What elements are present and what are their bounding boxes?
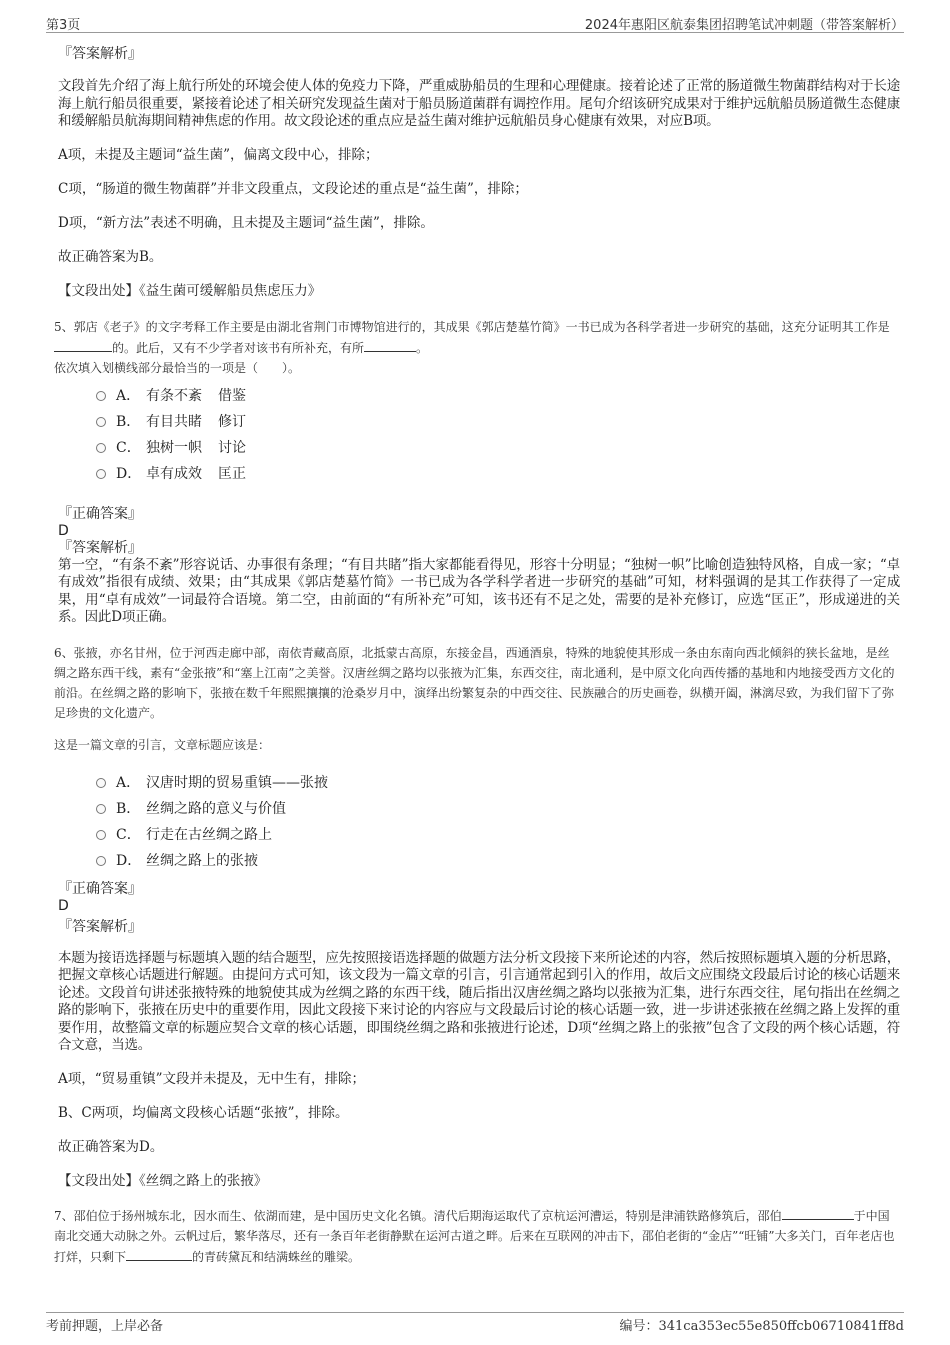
source-citation: 【文段出处】《丝绸之路上的张掖》	[58, 1172, 268, 1189]
answer-conclusion: 故正确答案为D。	[58, 1138, 164, 1155]
page-footer	[46, 1312, 904, 1334]
radio-icon[interactable]	[96, 469, 106, 479]
analysis-option-a: A项，“贸易重镇”文段并未提及，无中生有，排除；	[58, 1070, 366, 1087]
fill-blank-1	[782, 1205, 854, 1220]
document-id: 编号：341ca353ec55e850ffcb06710841ff8d	[619, 1319, 904, 1334]
option-list	[96, 769, 900, 873]
analysis-tag: 『答案解析』	[58, 539, 142, 556]
radio-icon[interactable]	[96, 391, 106, 401]
fill-blank-2	[364, 337, 416, 352]
document-title: 2024年惠阳区航泰集团招聘笔试冲刺题（带答案解析）	[584, 18, 904, 33]
option-d[interactable]: D． 丝绸之路上的张掖	[96, 847, 900, 873]
analysis-option-a: A项，未提及主题词“益生菌”，偏离文段中心，排除；	[58, 146, 379, 163]
question-text: 6、张掖，亦名甘州，位于河西走廊中部，南依青藏高原，北抵蒙古高原，东接金昌，西通酒泉，特殊的地貌使其形成一条由东南向西北倾斜的狭长盆地，是丝绸之路东西干线，素有“金张掖”和“塞上江南”之美誉。汉唐丝绸之路均以张掖为汇集，东西交往，南北通利，是中原文化向西传播的基地和内地接受西方文化的前沿。在丝绸之路的影响下，张掖在数千年熙熙攘攘的沧桑岁月中，演绎出纷繁复杂的中西交往、民族融合的历史画卷，纵横开阖，淋漓尽致，为我们留下了弥足珍贵的文化遗产。	[54, 645, 895, 720]
option-a[interactable]: A． 有条不紊 借鉴	[96, 382, 900, 408]
radio-icon[interactable]	[96, 443, 106, 453]
page-number: 第3页	[46, 18, 81, 33]
question-text: 5、郭店《老子》的文字考释工作主要是由湖北省荆门市博物馆进行的，其成果《郭店楚墓竹简》一书已成为各科学者进一步研究的基础，这充分证明其工作是的。此后，又有不少学者对该书有所补充，有所 。	[54, 319, 890, 355]
option-list	[96, 382, 900, 486]
source-citation: 【文段出处】《益生菌可缓解船员焦虑压力》	[58, 282, 322, 299]
question-text: 7、邵伯位于扬州城东北，因水而生、依湖而建，是中国历史文化名镇。清代后期海运取代了京杭运河漕运，特别是津浦铁路修筑后，邵伯 于中国南北交通大动脉之外。云帆过后，繁华落尽，还有一条百年老街静默在运河古道之畔。后来在互联网的冲击下，邵伯老街的“金店”“旺铺”大多关门，百年老店也打烊，只剩下 的青砖黛瓦和结满蛛丝的雕梁。	[54, 1205, 900, 1267]
question-5	[54, 317, 900, 627]
option-d[interactable]: D． 卓有成效 匡正	[96, 460, 900, 486]
page-header	[46, 12, 904, 33]
correct-answer: D	[58, 522, 69, 539]
question-6	[54, 643, 900, 1191]
analysis-text: 第一空，“有条不紊”形容说话、办事很有条理；“有目共睹”指大家都能看得见，形容十分明显；“独树一帜”比喻创造独特风格，自成一家；“卓有成效”指很有成绩、效果；由“其成果《郭店楚墓竹简》一书已成为各学科学者进一步研究的基础”可知，材料强调的是其工作获得了一定成果，用“卓有成效”一词最符合语境。第二空，由前面的“有所补充”可知，该书还有不足之处，需要的是补充修订，应选“匡正”，形成递进的关系。因此D项正确。	[58, 556, 900, 625]
analysis-tag: 『答案解析』	[58, 918, 142, 935]
radio-icon[interactable]	[96, 830, 106, 840]
analysis-option-bc: B、C两项，均偏离文段核心话题“张掖”，排除。	[58, 1104, 349, 1121]
option-c[interactable]: C． 独树一帜 讨论	[96, 434, 900, 460]
radio-icon[interactable]	[96, 417, 106, 427]
analysis-text: 本题为接语选择题与标题填入题的结合题型，应先按照接语选择题的做题方法分析文段接下来所论述的内容，然后按照标题填入题的分析思路，把握文章核心话题进行解题。由提问方式可知，该文段为一篇文章的引言，引言通常起到引入的作用，故后文应围绕文段最后讨论的核心话题来论述。文段首句讲述张掖特殊的地貌使其成为丝绸之路的东西干线，随后指出汉唐丝绸之路均以张掖为汇集，进行东西交往，尾句指出在丝绸之路的影响下，张掖在历史中的重要作用，因此文段接下来讨论的内容应与文段最后讨论的核心话题一致，进一步讲述张掖在丝绸之路上发挥的重要作用，故整篇文章的标题应契合文章的核心话题，即围绕丝绸之路和张掖进行论述，D项“丝绸之路上的张掖”包含了文段的两个核心话题，符合文意，当选。	[58, 949, 900, 1053]
correct-answer: D	[58, 897, 69, 914]
radio-icon[interactable]	[96, 804, 106, 814]
analysis-option-d: D项，“新方法”表述不明确，且未提及主题词“益生菌”，排除。	[58, 214, 434, 231]
analysis-option-c: C项，“肠道的微生物菌群”并非文段重点，文段论述的重点是“益生菌”，排除；	[58, 180, 528, 197]
option-c[interactable]: C． 行走在古丝绸之路上	[96, 821, 900, 847]
answer-tag: 『正确答案』	[58, 880, 142, 897]
question-7	[54, 1205, 900, 1267]
radio-icon[interactable]	[96, 856, 106, 866]
answer-tag: 『正确答案』	[58, 505, 142, 522]
question-prompt: 依次填入划横线部分最恰当的一项是（ ）。	[54, 360, 301, 375]
footer-slogan: 考前押题，上岸必备	[46, 1319, 164, 1334]
fill-blank-1	[54, 337, 112, 352]
option-a[interactable]: A． 汉唐时期的贸易重镇——张掖	[96, 769, 900, 795]
option-b[interactable]: B． 有目共睹 修订	[96, 408, 900, 434]
fill-blank-2	[126, 1246, 192, 1261]
document-body	[54, 44, 900, 1267]
radio-icon[interactable]	[96, 778, 106, 788]
answer-conclusion: 故正确答案为B。	[58, 248, 163, 265]
analysis-tag: 『答案解析』	[58, 46, 142, 62]
question-prompt: 这是一篇文章的引言，文章标题应该是：	[54, 737, 271, 752]
option-b[interactable]: B． 丝绸之路的意义与价值	[96, 795, 900, 821]
analysis-text: 文段首先介绍了海上航行所处的环境会使人体的免疫力下降，严重威胁船员的生理和心理健康。接着论述了正常的肠道微生物菌群结构对于长途海上航行船员很重要，紧接着论述了相关研究发现益生菌对于船员肠道菌群有调控作用。尾句介绍该研究成果对于维护远航船员肠道微生态健康和缓解船员航海期间精神焦虑的作用。故文段论述的重点应是益生菌对维护远航船员身心健康有效果，对应B项。	[58, 78, 900, 129]
